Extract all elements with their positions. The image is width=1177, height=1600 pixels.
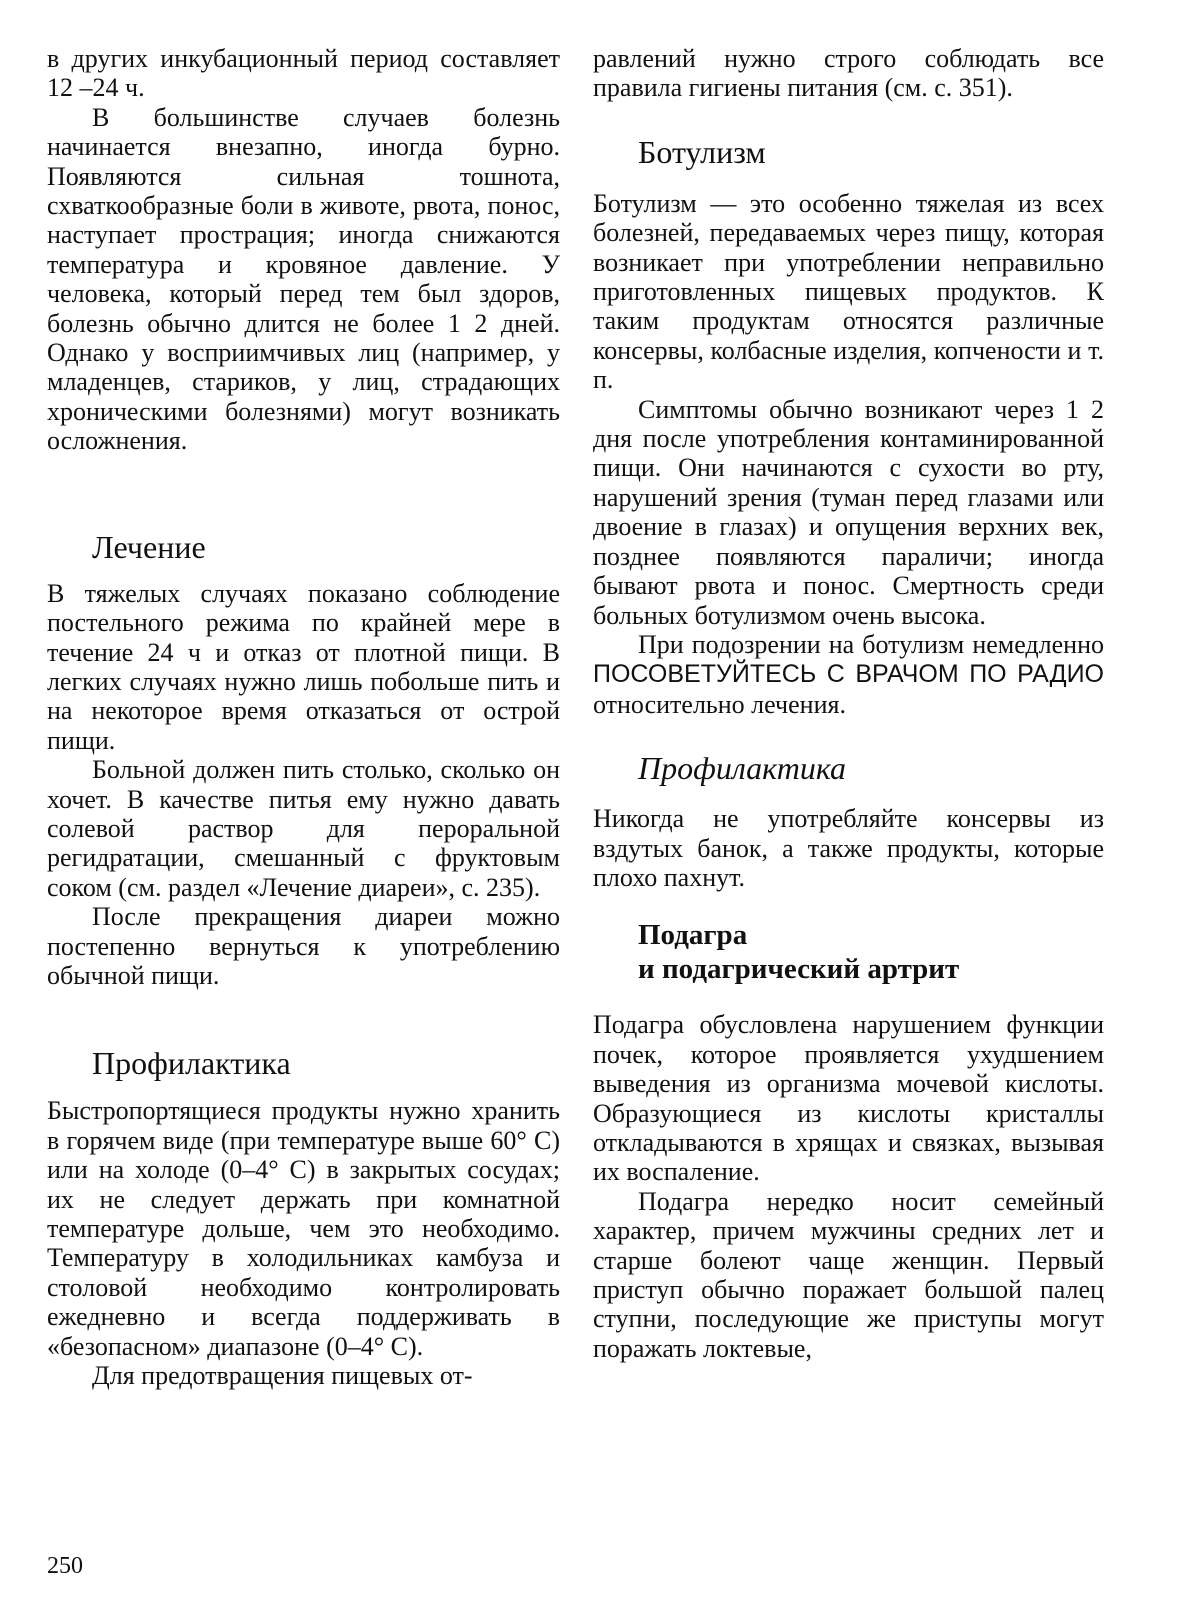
paragraph: Ботулизм — это особенно тяжелая из всех болезней, передаваемых через пищу, которая возникает при употреблении неправильно приготовленных пищевых продуктов. К таким продуктам относятся различные консервы, колбасные изделия, копчености и т. п. — [593, 188, 1104, 395]
paragraph: В тяжелых случаях показано соблюдение постельного режима по крайней мере в течение 24 ч и отказ от плотной пищи. В легких случаях нужно лишь побольше пить и на некоторое время отказаться от острой пищи. — [47, 578, 560, 755]
emphasis-caps-text: ПОСОВЕТУЙТЕСЬ С ВРАЧОМ ПО РАДИО — [593, 660, 1104, 689]
paragraph: Подагра нередко носит семейный характер, причем мужчины средних лет и старше болеют чаще женщин. Первый приступ обычно поражает большой палец ступни, последующие же приступы могут поражать локтевые, — [593, 1186, 1104, 1363]
heading-line: и подагрический артрит — [638, 953, 960, 986]
paragraph: Для предотвращения пищевых от- — [92, 1361, 473, 1391]
paragraph-text: При подозрении на ботулизм немедленно — [638, 629, 1104, 659]
paragraph: равлений нужно строго соблюдать все правила гигиены питания (см. с. 351). — [593, 44, 1104, 103]
section-heading-prevention: Профилактика — [92, 1045, 291, 1082]
paragraph: Симптомы обычно возникают через 1 2 дня после употребления контаминированной пищи. Они начинаются с сухости во рту, нарушений зрения (туман перед глазами или двоение в глазах) и опущения верхних век, позднее появляются параличи; иногда бывают рвота и понос. Смертность среди больных ботулизмом очень высока. — [593, 394, 1104, 630]
paragraph: в других инкубационный период составляет 12 –24 ч. — [47, 44, 560, 103]
paragraph: Больной должен пить столько, сколько он хочет. В качестве питья ему нужно давать солевой раствор для пероральной регидратации, смешанный с фруктовым соком (см. раздел «Лечение диареи», с. 235). — [47, 755, 560, 902]
right-column — [593, 44, 1104, 1363]
paragraph: В большинстве случаев болезнь начинается внезапно, иногда бурно. Появляются сильная тошнота, схваткообразные боли в животе, рвота, понос, наступает прострация; иногда снижаются температура и кровяное давление. У человека, который перед тем был здоров, болезнь обычно длится не более 1 2 дней. Однако у восприимчивых лиц (например, у младенцев, стариков, у лиц, страдающих хроническими болезнями) могут возникать осложнения. — [47, 102, 560, 456]
section-heading-treatment: Лечение — [92, 528, 206, 565]
section-heading-prevention-italic: Профилактика — [638, 750, 846, 787]
paragraph — [593, 630, 1104, 719]
section-heading-gout — [593, 918, 1104, 986]
page-number: 250 — [47, 1553, 83, 1579]
paragraph: Быстропортящиеся продукты нужно хранить в горячем виде (при температуре выше 60° С) или на холоде (0–4° С) в закрытых сосудах; их не следует держать при комнатной температуре дольше, чем это необходимо. Температуру в холодильниках камбуза и столовой необходимо контролировать ежедневно и всегда поддерживать в «безопасном» диапазоне (0–4° С). — [47, 1096, 560, 1361]
left-column — [47, 44, 560, 1390]
section-heading-botulism: Ботулизм — [638, 133, 766, 170]
heading-line: Подагра — [638, 919, 748, 952]
paragraph: Никогда не употребляйте консервы из вздутых банок, а также продукты, которые плохо пахнут. — [593, 804, 1104, 892]
paragraph: Подагра обусловлена нарушением функции почек, которое проявляется ухудшением выведения из организма мочевой кислоты. Образующиеся из кислоты кристаллы откладываются в хрящах и связках, вызывая их воспаление. — [593, 1010, 1104, 1187]
paragraph-text: относительно лечения. — [593, 689, 846, 719]
paragraph: После прекращения диареи можно постепенно вернуться к употреблению обычной пищи. — [47, 902, 560, 990]
